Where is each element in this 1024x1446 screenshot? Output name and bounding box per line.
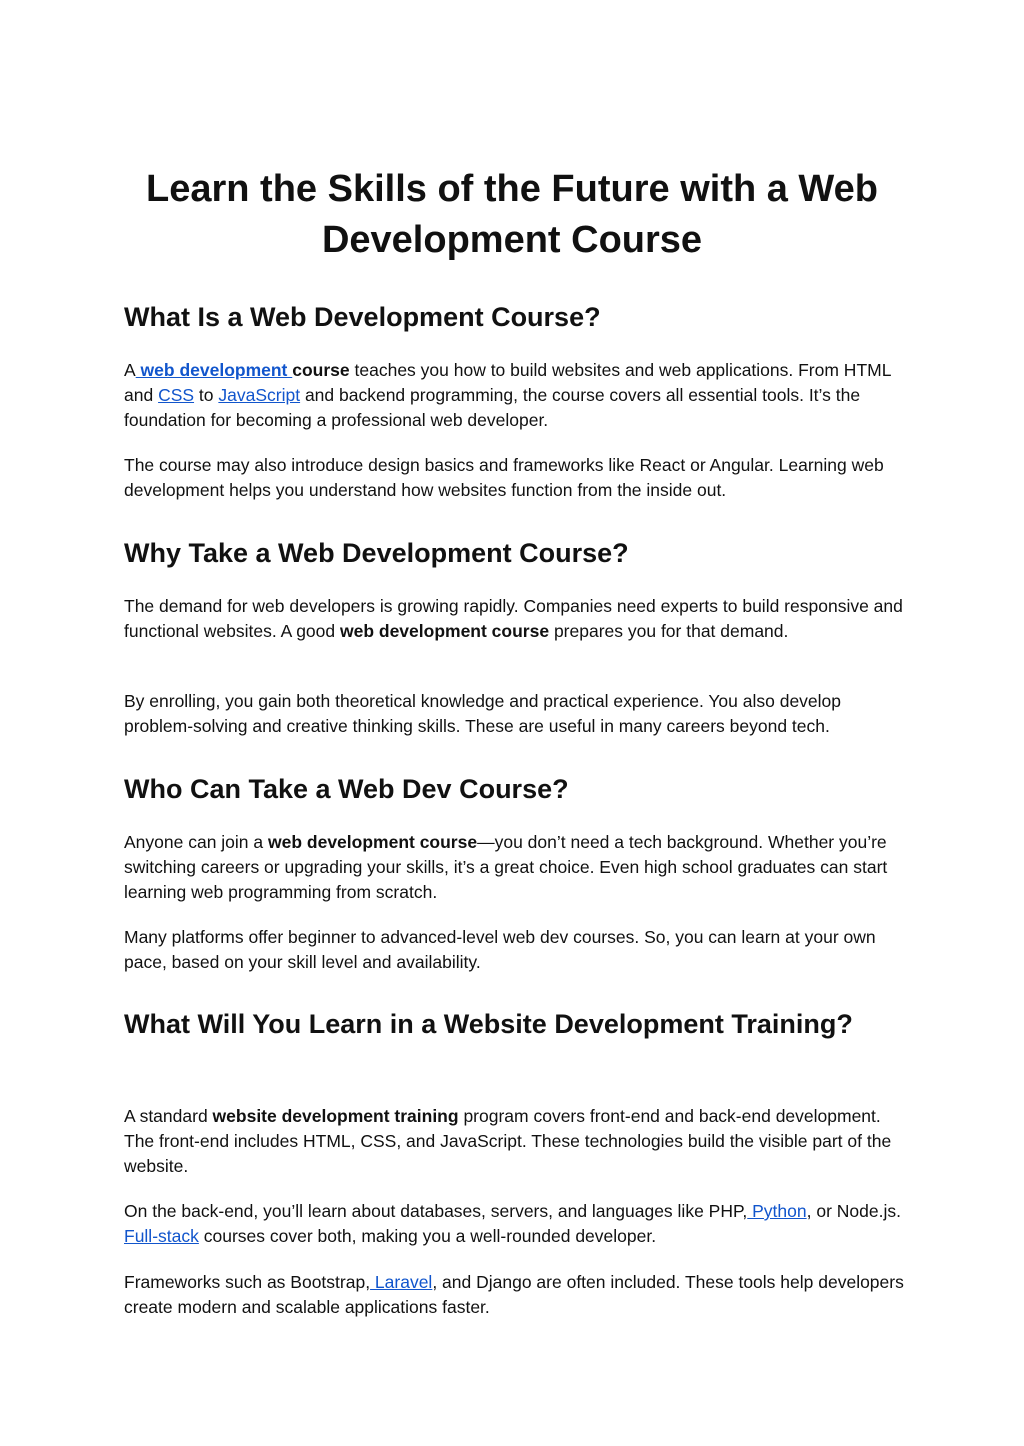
- text-run: A standard: [124, 1106, 213, 1126]
- link-python[interactable]: Python: [747, 1201, 807, 1221]
- text-run: and backend programming, the course covers all essential tools. It’s the foundation for becoming a professional web developer.: [124, 385, 861, 430]
- paragraph-why-take-2: By enrolling, you gain both theoretical knowledge and practical experience. You also develop problem-solving and creative thinking skills. These are useful in many careers beyond tech.: [124, 691, 842, 736]
- bold-text: website development training: [212, 1106, 459, 1126]
- text-run: —you don’t need a tech background. Whether you’re switching careers or upgrading your skills, it’s a great choice. Even high school graduates can start learning web programming from scratch.: [124, 832, 888, 902]
- link-laravel[interactable]: Laravel: [370, 1272, 433, 1292]
- text-run: Anyone can join a: [124, 832, 268, 852]
- paragraph-what-will-3: [124, 1270, 914, 1320]
- text-run: A: [124, 360, 136, 380]
- paragraph-why-take-1: [124, 594, 914, 644]
- paragraph-who-can-1: [124, 830, 914, 905]
- text-run: program covers front-end and back-end development. The front-end includes HTML, CSS, and JavaScript. These technologies build the visible part of the website.: [124, 1106, 892, 1176]
- paragraph-what-is-1: [124, 358, 914, 433]
- section-heading-what-will: What Will You Learn in a Website Development Training?: [124, 1009, 853, 1039]
- text-run: Frameworks such as Bootstrap,: [124, 1272, 371, 1292]
- text-run: On the back-end, you’ll learn about databases, servers, and languages like PHP,: [124, 1201, 748, 1221]
- link-css[interactable]: CSS: [158, 385, 195, 405]
- link-full-stack[interactable]: Full-stack: [124, 1226, 199, 1246]
- paragraph-who-can-2: Many platforms offer beginner to advanced-level web dev courses. So, you can learn at your own pace, based on your skill level and availability.: [124, 927, 876, 972]
- text-run: to: [194, 385, 219, 405]
- text-run: The demand for web developers is growing rapidly. Companies need experts to build responsive and functional websites. A good: [124, 596, 903, 641]
- bold-text: web development course: [339, 621, 550, 641]
- bold-text: course: [292, 360, 350, 380]
- text-run: teaches you how to build websites and web applications. From HTML and: [124, 360, 891, 405]
- text-run: , and Django are often included. These tools help developers create modern and scalable applications faster.: [124, 1272, 904, 1317]
- text-run: , or Node.js.: [806, 1201, 901, 1221]
- section-heading-what-is: What Is a Web Development Course?: [124, 302, 601, 332]
- text-run: courses cover both, making you a well-rounded developer.: [198, 1226, 657, 1246]
- section-heading-who-can: Who Can Take a Web Dev Course?: [124, 774, 569, 804]
- paragraph-what-will-2: [124, 1199, 914, 1249]
- section-heading-why-take: Why Take a Web Development Course?: [124, 538, 629, 568]
- text-run: prepares you for that demand.: [549, 621, 789, 641]
- page-title: Learn the Skills of the Future with a Web Development Course: [146, 168, 878, 261]
- paragraph-what-will-1: [124, 1104, 914, 1179]
- bold-text: web development course: [268, 832, 478, 852]
- link-web-development[interactable]: web development: [135, 360, 293, 380]
- link-javascript[interactable]: JavaScript: [218, 385, 301, 405]
- paragraph-what-is-2: The course may also introduce design basics and frameworks like React or Angular. Learning web development helps you understand how websites function from the inside out.: [124, 455, 884, 500]
